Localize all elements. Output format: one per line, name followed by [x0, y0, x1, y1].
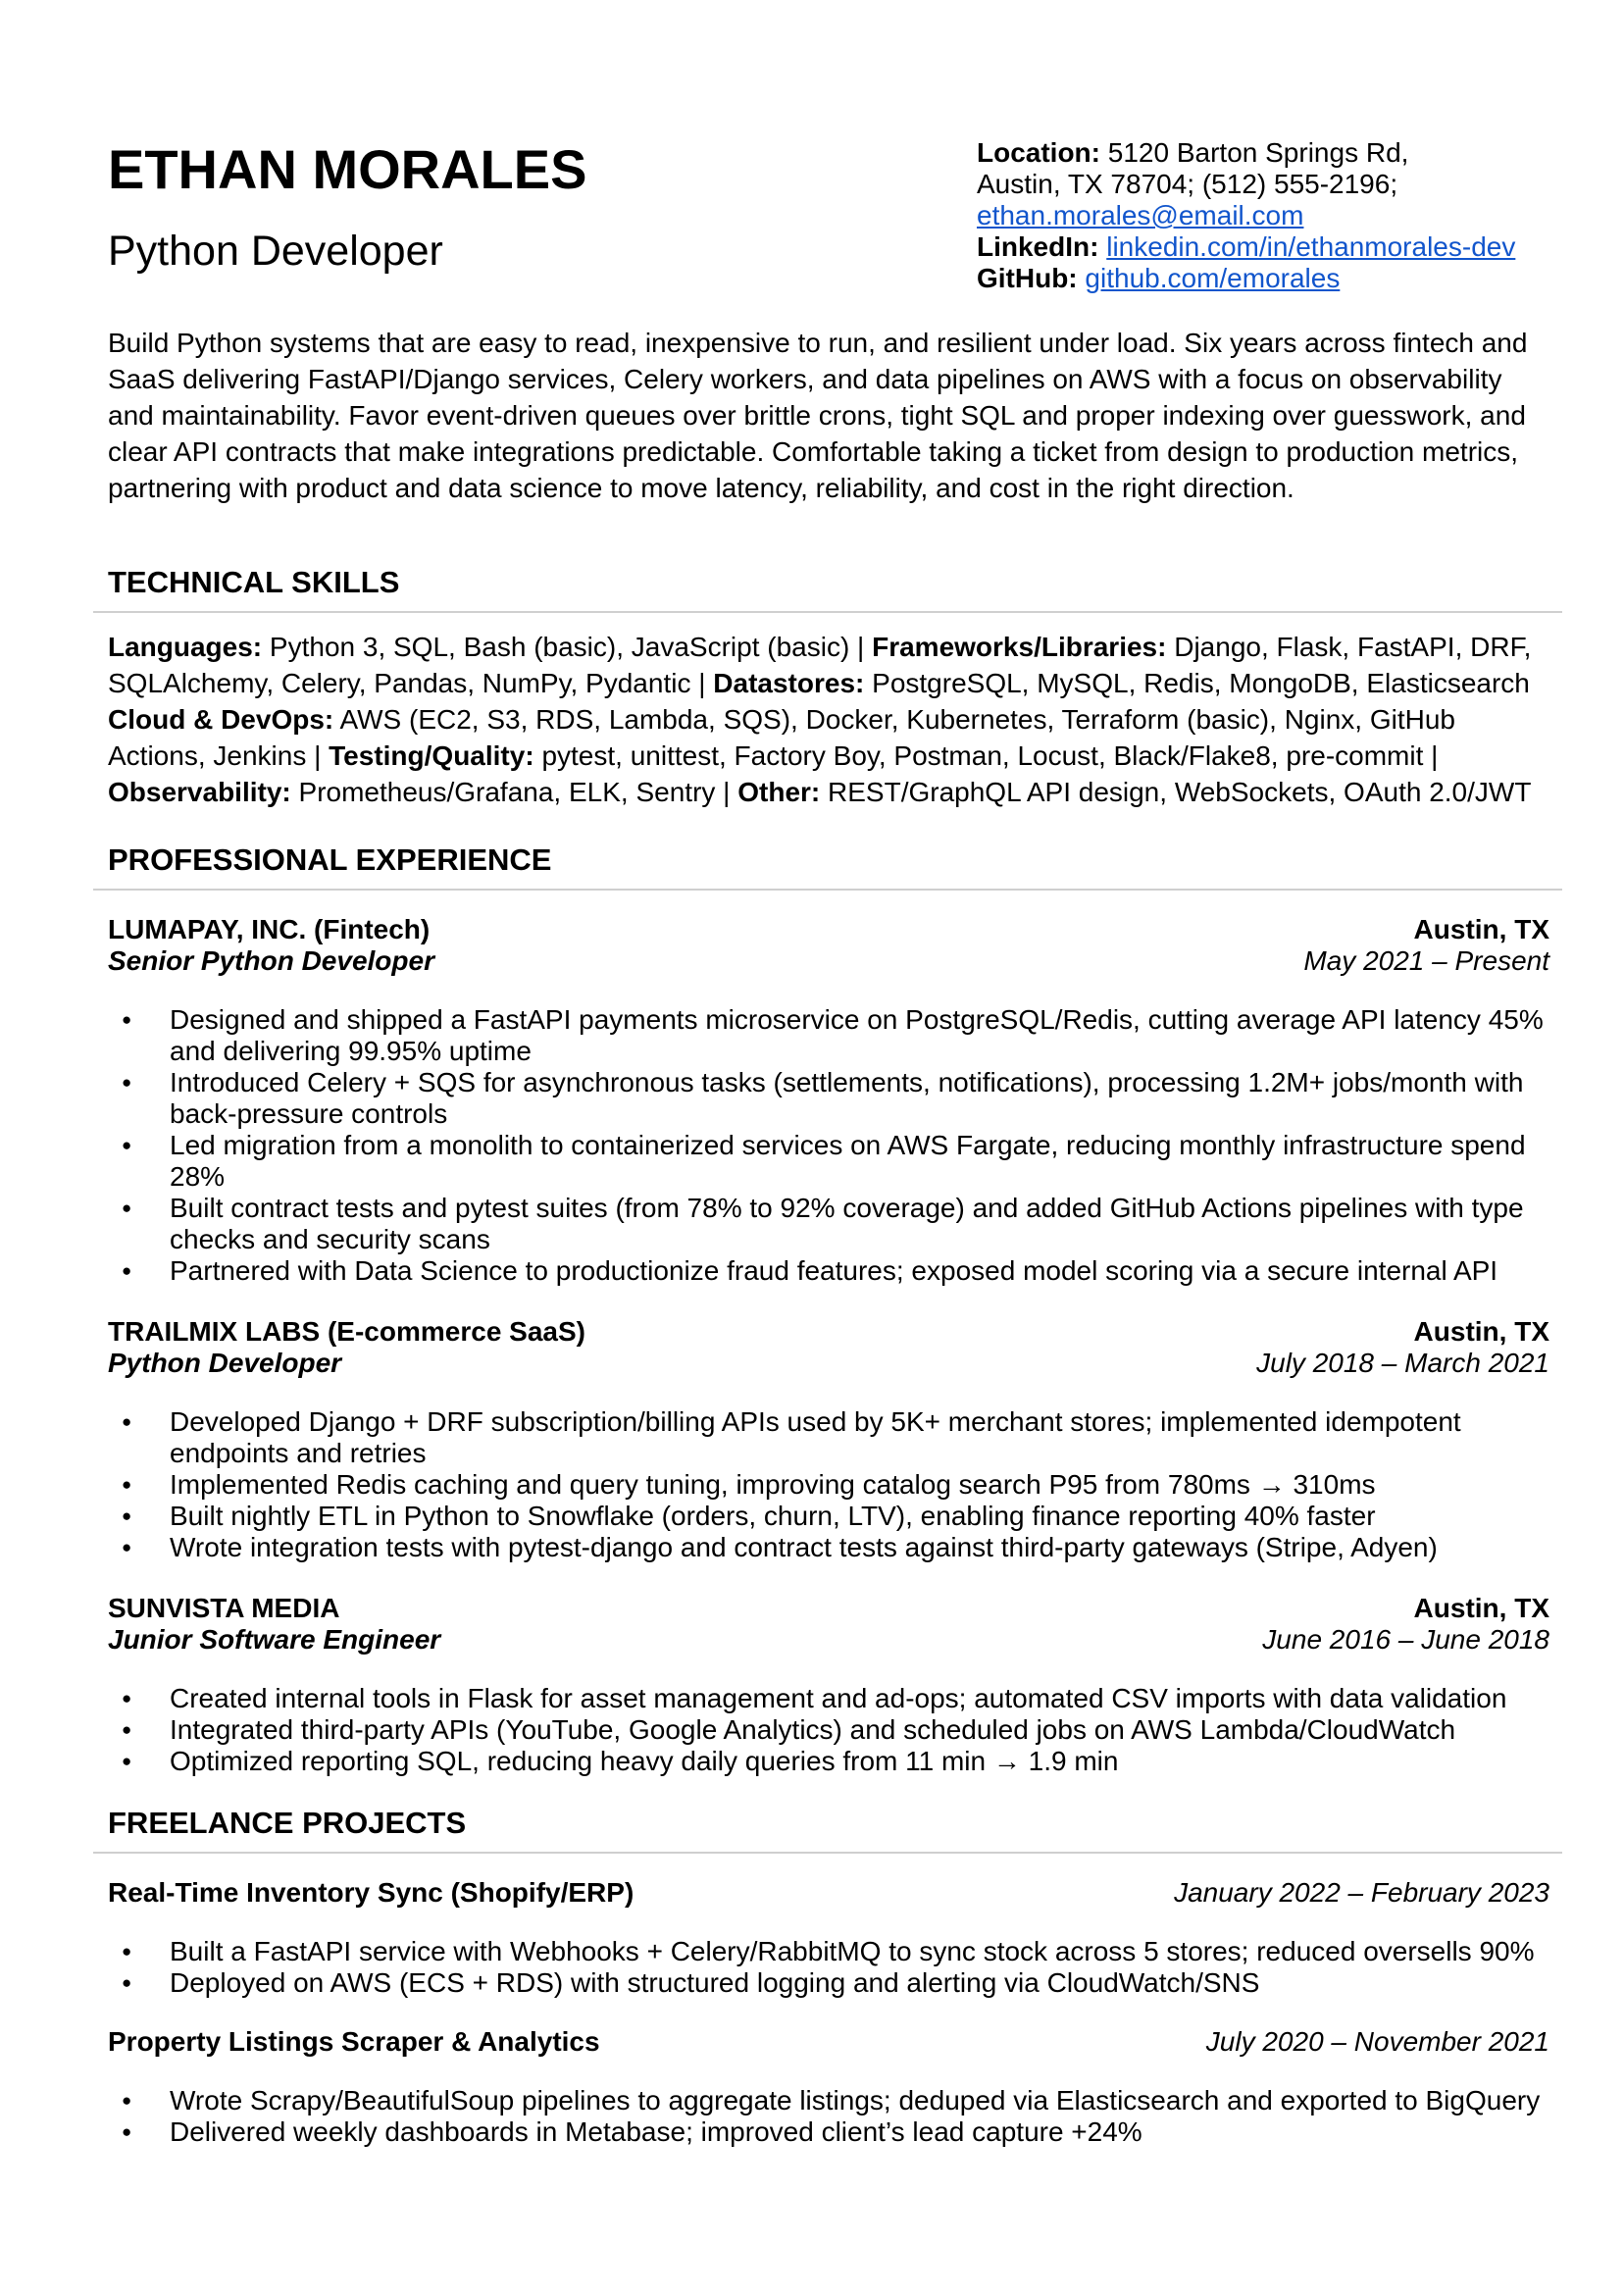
skill-list-frameworks: Django, Flask, FastAPI, DRF, [1174, 632, 1532, 662]
skill-label-cloud: Cloud & DevOps: [108, 704, 334, 735]
job-subheader [108, 1624, 1549, 1656]
candidate-name: ETHAN MORALES [108, 138, 587, 200]
bullet-item: ● Optimized reporting SQL, reducing heavy daily queries from 11 min → 1.9 min [108, 1746, 1559, 1777]
location-line-2: Austin, TX 78704; (512) 555-2196; [977, 169, 1398, 199]
bullet-item: ● Created internal tools in Flask for asset management and ad-ops; automated CSV imports with data validation [108, 1683, 1559, 1714]
bullet-item: ● Built a FastAPI service with Webhooks + Celery/RabbitMQ to sync stock across 5 stores; reduced oversells 90% [108, 1936, 1559, 1967]
section-divider [93, 1852, 1562, 1854]
email-link[interactable]: ethan.morales@email.com [977, 200, 1304, 230]
location-label: Location: [977, 137, 1100, 168]
bullet-item: ● Wrote Scrapy/BeautifulSoup pipelines to aggregate listings; deduped via Elasticsearch and exported to BigQuery [108, 2085, 1559, 2116]
job-subheader [108, 1348, 1549, 1379]
bullet-item: ● Integrated third-party APIs (YouTube, Google Analytics) and scheduled jobs on AWS Lambda/CloudWatch [108, 1714, 1559, 1746]
job-dates: May 2021 – Present [1303, 945, 1549, 976]
job-bullets [108, 1683, 1559, 1777]
bullet-item: ● Wrote integration tests with pytest-django and contract tests against third-party gateways (Stripe, Adyen) [108, 1532, 1559, 1563]
bullet-item: ● Built nightly ETL in Python to Snowflake (orders, churn, LTV), enabling finance reporting 40% faster [108, 1501, 1559, 1532]
bullet-item: ● Implemented Redis caching and query tuning, improving catalog search P95 from 780ms → 310ms [108, 1469, 1559, 1501]
skill-list-observability: Prometheus/Grafana, ELK, Sentry | [298, 777, 731, 807]
skill-list-languages: Python 3, SQL, Bash (basic), JavaScript (basic) | [269, 632, 865, 662]
skill-label-observability: Observability: [108, 777, 291, 807]
github-label: GitHub: [977, 263, 1078, 293]
linkedin-link[interactable]: linkedin.com/in/ethanmorales-dev [1106, 231, 1516, 262]
section-divider [93, 611, 1562, 613]
professional-summary [108, 325, 1549, 506]
company-name: TRAILMIX LABS (E-commerce SaaS) [108, 1316, 585, 1347]
skill-label-languages: Languages: [108, 632, 263, 662]
project-bullets [108, 2085, 1559, 2148]
project-title: Real-Time Inventory Sync (Shopify/ERP) [108, 1877, 634, 1908]
company-name: SUNVISTA MEDIA [108, 1593, 340, 1623]
bullet-item: ● Partnered with Data Science to productionize fraud features; exposed model scoring via a secure internal API [108, 1255, 1559, 1287]
job-header [108, 1593, 1549, 1624]
skill-list-testing: pytest, unittest, Factory Boy, Postman, Locust, Black/Flake8, pre-commit | [541, 740, 1439, 771]
project-dates: January 2022 – February 2023 [1174, 1877, 1549, 1908]
project-header [108, 2026, 1549, 2058]
summary-line: partnering with product and data science to move latency, reliability, and cost in the right direction. [108, 473, 1294, 503]
bullet-item: ● Introduced Celery + SQS for asynchronous tasks (settlements, notifications), processing 1.2M+ jobs/month with back-pressure controls [108, 1067, 1559, 1130]
job-subheader [108, 945, 1549, 977]
job-location: Austin, TX [1413, 914, 1549, 944]
job-header [108, 914, 1549, 945]
company-name: LUMAPAY, INC. (Fintech) [108, 914, 431, 944]
skill-list-datastores: PostgreSQL, MySQL, Redis, MongoDB, Elasticsearch [872, 668, 1530, 698]
skill-label-testing: Testing/Quality: [329, 740, 534, 771]
bullet-item: ● Built contract tests and pytest suites (from 78% to 92% coverage) and added GitHub Actions pipelines with type checks and security scans [108, 1193, 1559, 1255]
section-divider [93, 889, 1562, 891]
skill-list-cloud: AWS (EC2, S3, RDS, Lambda, SQS), Docker, Kubernetes, Terraform (basic), Nginx, GitHub [339, 704, 1455, 735]
job-header [108, 1316, 1549, 1348]
summary-line: and maintainability. Favor event-driven queues over brittle crons, tight SQL and proper indexing over guesswork, and [108, 400, 1526, 431]
section-title-projects: FREELANCE PROJECTS [108, 1806, 467, 1840]
skill-list-other: REST/GraphQL API design, WebSockets, OAuth 2.0/JWT [828, 777, 1532, 807]
bullet-item: ● Deployed on AWS (ECS + RDS) with structured logging and alerting via CloudWatch/SNS [108, 1967, 1559, 1999]
job-bullets [108, 1004, 1559, 1287]
candidate-title: Python Developer [108, 228, 443, 275]
section-title-skills: TECHNICAL SKILLS [108, 565, 400, 599]
summary-line: SaaS delivering FastAPI/Django services, Celery workers, and data pipelines on AWS with a focus on observability [108, 364, 1502, 394]
bullet-item: ● Designed and shipped a FastAPI payments microservice on PostgreSQL/Redis, cutting average API latency 45% and delivering 99.95% uptime [108, 1004, 1559, 1067]
bullet-item: ● Developed Django + DRF subscription/billing APIs used by 5K+ merchant stores; implemented idempotent endpoints and retries [108, 1406, 1559, 1469]
bullet-item: ● Led migration from a monolith to containerized services on AWS Fargate, reducing monthly infrastructure spend 28% [108, 1130, 1559, 1193]
job-location: Austin, TX [1413, 1593, 1549, 1623]
project-header [108, 1877, 1549, 1909]
job-location: Austin, TX [1413, 1316, 1549, 1347]
skill-label-datastores: Datastores: [713, 668, 865, 698]
job-bullets [108, 1406, 1559, 1563]
skill-label-frameworks: Frameworks/Libraries: [872, 632, 1167, 662]
location-line-1: 5120 Barton Springs Rd, [1107, 137, 1409, 168]
github-link[interactable]: github.com/emorales [1085, 263, 1341, 293]
job-role: Junior Software Engineer [108, 1624, 441, 1655]
project-dates: July 2020 – November 2021 [1205, 2026, 1549, 2057]
skill-label-other: Other: [737, 777, 821, 807]
project-title: Property Listings Scraper & Analytics [108, 2026, 600, 2057]
summary-line: clear API contracts that make integrations predictable. Comfortable taking a ticket from design to production metrics, [108, 436, 1519, 467]
section-title-experience: PROFESSIONAL EXPERIENCE [108, 842, 552, 877]
bullet-item: ● Delivered weekly dashboards in Metabase; improved client’s lead capture +24% [108, 2116, 1559, 2148]
job-dates: July 2018 – March 2021 [1256, 1348, 1549, 1378]
skill-list-frameworks-cont: SQLAlchemy, Celery, Pandas, NumPy, Pydantic | [108, 668, 706, 698]
job-role: Python Developer [108, 1348, 342, 1378]
contact-block [977, 137, 1585, 294]
job-role: Senior Python Developer [108, 945, 434, 976]
skill-list-cloud-cont: Actions, Jenkins | [108, 740, 322, 771]
skills-block [108, 629, 1559, 810]
project-bullets [108, 1936, 1559, 1999]
linkedin-label: LinkedIn: [977, 231, 1099, 262]
job-dates: June 2016 – June 2018 [1262, 1624, 1549, 1655]
summary-line: Build Python systems that are easy to read, inexpensive to run, and resilient under load. Six years across fintech and [108, 328, 1528, 358]
